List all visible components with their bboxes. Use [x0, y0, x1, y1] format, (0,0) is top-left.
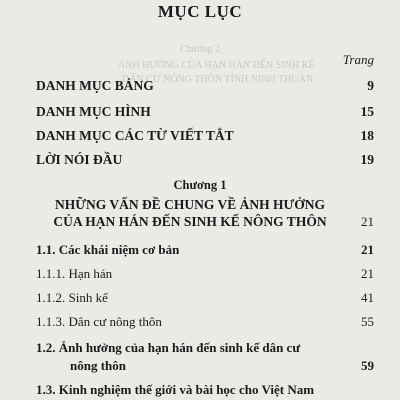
toc-entry-page: 15	[360, 104, 374, 119]
chapter-page: 21	[361, 214, 374, 229]
toc-entry-page: 21	[361, 242, 374, 257]
toc-entry-page: 41	[361, 290, 374, 305]
bleed-line: Chương 2	[180, 44, 220, 55]
toc-entry-page: 59	[361, 358, 374, 373]
toc-entry-label: 1.1.3. Dân cư nông thôn	[36, 314, 162, 329]
toc-entry-label: LỜI NÓI ĐẦU	[36, 152, 123, 167]
toc-entry-page: 21	[361, 266, 374, 281]
toc-entry-label: DANH MỤC HÌNH	[36, 104, 151, 119]
toc-entry-page: 9	[367, 78, 374, 93]
toc-entry-label: 1.2. Ảnh hưởng của hạn hán đến sinh kế dân cư	[36, 340, 301, 355]
chapter-title-line1: NHỮNG VẤN ĐỀ CHUNG VỀ ẢNH HƯỞNG	[54, 197, 325, 212]
toc-entry-label: 1.1.1. Hạn hán	[36, 266, 113, 281]
bleed-line: DÂN CƯ NÔNG THÔN TỈNH NINH THUẬN	[122, 74, 314, 85]
page-column-header: Trang	[342, 52, 374, 67]
toc-entry-label: DANH MỤC CÁC TỪ VIẾT TẮT	[36, 128, 234, 143]
toc-entry-label: DANH MỤC BẢNG	[36, 78, 154, 93]
chapter-number: Chương 1	[173, 178, 227, 192]
bleed-line: ẢNH HƯỞNG CỦA HẠN HÁN ĐẾN SINH KẾ	[118, 60, 315, 71]
page-title: MỤC LỤC	[157, 2, 243, 21]
toc-entry-label: 1.1. Các khái niệm cơ bản	[36, 242, 180, 257]
chapter-title-line2: CỦA HẠN HÁN ĐẾN SINH KẾ NÔNG THÔN	[53, 214, 327, 229]
toc-entry-page: 55	[361, 314, 374, 329]
toc-entry-page: 19	[360, 152, 374, 167]
toc-entry-label: 1.3. Kinh nghiệm thế giới và bài học cho Việt Nam	[36, 382, 315, 397]
toc-entry-label-cont: nông thôn	[70, 358, 126, 373]
toc-entry-page: 18	[360, 128, 374, 143]
toc-entry-label: 1.1.2. Sinh kế	[36, 290, 108, 305]
